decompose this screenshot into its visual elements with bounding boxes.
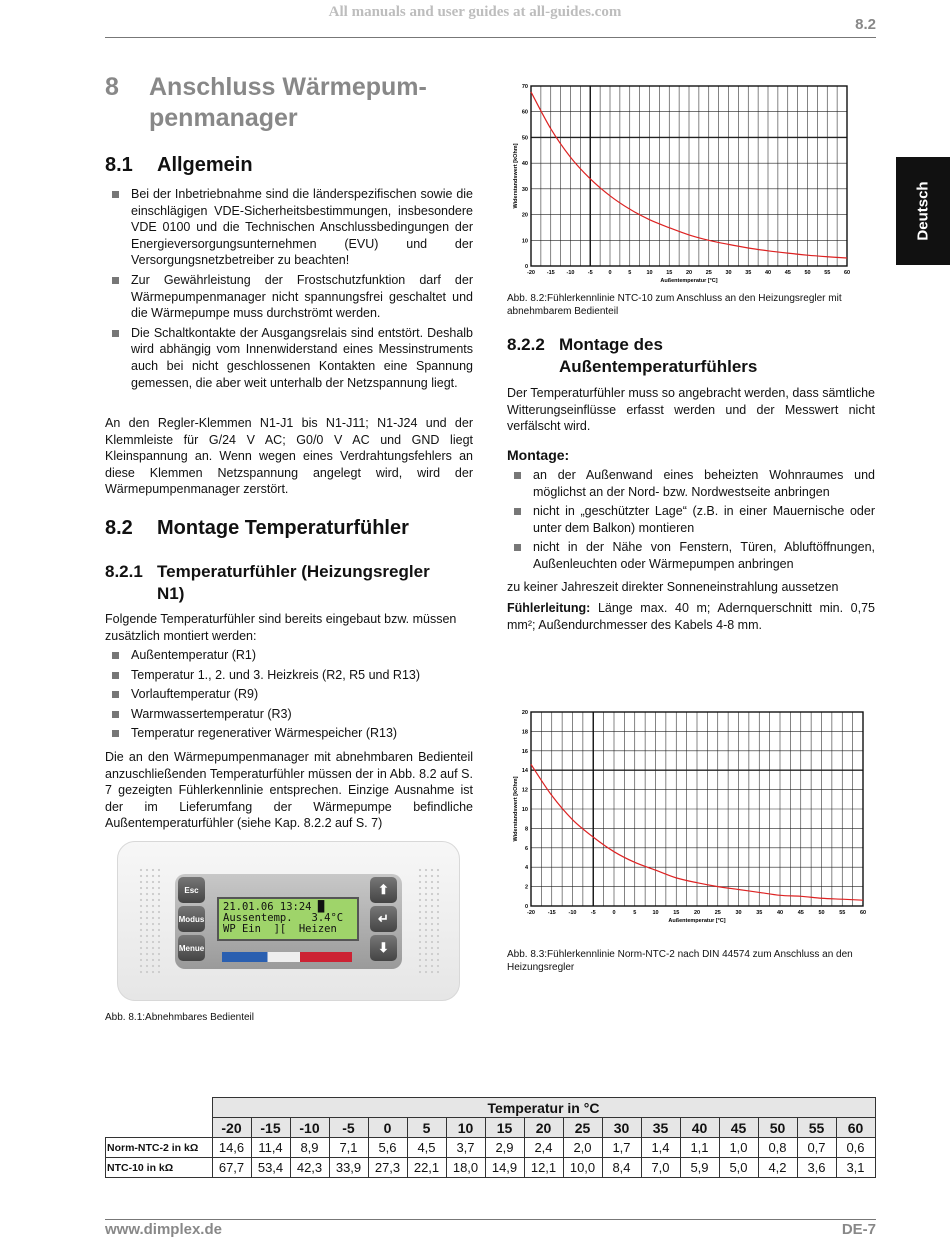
menue-button: Menue [178, 935, 205, 961]
table-cell: 18,0 [446, 1158, 485, 1178]
enter-icon: ↵ [370, 906, 397, 932]
x-tick-label: 60 [859, 910, 867, 916]
section-8-2-2-title [507, 334, 875, 378]
x-tick-label: 0 [608, 270, 612, 276]
y-tick-label: 12 [521, 787, 528, 794]
temperature-header-cell: 55 [797, 1118, 836, 1138]
table-cell: 0,8 [758, 1138, 797, 1158]
y-tick-label: 70 [521, 84, 528, 90]
y-tick-label: 20 [521, 212, 528, 219]
cable-text: Länge max. 40 m; Adernquerschnitt min. 0,75 mm²; Außendurchmesser des Kabels 4-8 mm. [507, 601, 875, 632]
cable-paragraph [507, 600, 875, 633]
x-tick-label: 35 [745, 270, 752, 276]
table-cell: 4,2 [758, 1158, 797, 1178]
sensor-characteristic-paragraph: Die an den Wärmepumpenmanager mit abnehmbaren Bedienteil anzuschließenden Temperaturfühler müssen der in Abb. 8.2 auf S. 7 gezeigten Fühlerkennlinie entsprechen. Einzige Ausnahme ist der im Lieferumfang der Wärmepumpe befindliche Außentemperaturfühler (siehe Kap. 8.2.2 auf S. 7) [105, 750, 473, 831]
list-item: nicht in der Nähe von Fenstern, Türen, Abluftöffnungen, Außenleuchten oder Wärmepumpen anbringen [507, 539, 875, 572]
table-cell: 2,4 [524, 1138, 563, 1158]
table-cell: 33,9 [329, 1158, 368, 1178]
x-tick-label: 40 [764, 270, 772, 276]
header-rule [105, 37, 876, 38]
cable-label: Fühlerleitung: [507, 601, 591, 615]
table-cell: 1,4 [641, 1138, 680, 1158]
lcd-line-2: Aussentemp. 3.4°C [223, 912, 344, 924]
figure-8-2-caption: Abb. 8.2:Fühlerkennlinie NTC-10 zum Anschluss an den Heizungsregler mit abnehmbarem Bedienteil [507, 293, 842, 317]
table-cell: 5,6 [368, 1138, 407, 1158]
section-title-line2: Außentemperaturfühlers [559, 357, 758, 376]
language-tab-label: Deutsch [914, 181, 932, 241]
footer-rule [105, 1219, 876, 1220]
panel-color-stripe [222, 952, 352, 962]
list-item: an der Außenwand eines beheizten Wohnraumes und möglichst an der Nord- bzw. Nordwestseite anbringen [507, 467, 875, 500]
table-cell: 8,9 [290, 1138, 329, 1158]
table-group-header: Temperatur in °C [212, 1098, 875, 1118]
x-axis-label: Außentemperatur [°C] [660, 278, 718, 284]
y-tick-label: 0 [524, 904, 528, 910]
temperature-header-cell: 25 [563, 1118, 602, 1138]
section-8-1-title [105, 153, 473, 178]
x-tick-label: -15 [546, 270, 555, 276]
temperature-header-cell: 40 [680, 1118, 719, 1138]
general-bullet-list [105, 186, 473, 394]
chapter-title-line2: penmanager [149, 104, 298, 132]
x-tick-label: -5 [590, 910, 596, 916]
table-cell: 7,0 [641, 1158, 680, 1178]
y-axis-label: Widerstandswert [kOhm] [513, 143, 519, 209]
temperature-header-cell: 60 [836, 1118, 875, 1138]
table-cell: 53,4 [251, 1158, 290, 1178]
y-tick-label: 8 [524, 826, 528, 833]
table-header-row [106, 1098, 876, 1118]
x-tick-label: -20 [527, 910, 535, 916]
table-cell: 10,0 [563, 1158, 602, 1178]
x-tick-label: 35 [756, 910, 763, 916]
section-8-2-title [105, 516, 473, 541]
temperature-header-cell: -20 [212, 1118, 251, 1138]
table-cell: 11,4 [251, 1138, 290, 1158]
table-cell: 0,6 [836, 1138, 875, 1158]
montage-heading: Montage: [507, 447, 570, 463]
list-item: nicht in „geschützter Lage“ (z.B. in einer Mauernische oder unter dem Balkon) montieren [507, 503, 875, 536]
temperature-header-cell: 10 [446, 1118, 485, 1138]
section-8-2-1-title [105, 561, 473, 605]
table-cell: 1,7 [602, 1138, 641, 1158]
section-title-text: Montage Temperaturfühler [157, 517, 409, 539]
ntc10-chart [507, 80, 867, 284]
y-axis-label: Widerstandswert [kOhm] [513, 776, 519, 842]
watermark: All manuals and user guides at all-guides.com [328, 4, 622, 20]
table-row [106, 1158, 876, 1178]
control-panel-image [117, 841, 460, 1001]
section-number: 8.1 [105, 154, 133, 176]
speaker-dots-right [417, 867, 439, 975]
x-tick-label: 5 [633, 910, 637, 916]
list-item: Vorlauftemperatur (R9) [105, 686, 473, 703]
section-title-line1: Temperaturfühler (Heizungsregler [157, 562, 430, 581]
x-tick-label: 5 [628, 270, 632, 276]
y-tick-label: 10 [521, 238, 528, 245]
section-title-text: Allgemein [157, 154, 253, 176]
table-temperature-row [106, 1118, 876, 1138]
table-cell: 3,7 [446, 1138, 485, 1158]
y-tick-label: 18 [521, 729, 528, 736]
footer-url[interactable]: www.dimplex.de [105, 1221, 222, 1238]
list-item: Temperatur 1., 2. und 3. Heizkreis (R2, R5 und R13) [105, 667, 473, 684]
x-tick-label: -20 [527, 270, 535, 276]
y-tick-label: 20 [521, 710, 528, 716]
sensor-list [105, 647, 473, 745]
x-tick-label: 0 [612, 910, 616, 916]
x-tick-label: 10 [646, 270, 653, 276]
row-label: Norm-NTC-2 in kΩ [106, 1138, 213, 1158]
temperature-header-cell: 50 [758, 1118, 797, 1138]
x-tick-label: 40 [776, 910, 784, 916]
x-tick-label: 30 [735, 910, 742, 916]
speaker-dots-left [138, 867, 160, 975]
x-tick-label: -10 [568, 910, 577, 916]
x-tick-label: 30 [725, 270, 732, 276]
table-cell: 67,7 [212, 1158, 251, 1178]
table-cell: 12,1 [524, 1158, 563, 1178]
temperature-header-cell: 30 [602, 1118, 641, 1138]
y-tick-label: 10 [521, 807, 528, 813]
table-cell: 14,9 [485, 1158, 524, 1178]
table-row [106, 1138, 876, 1158]
y-tick-label: 60 [521, 109, 528, 116]
x-tick-label: -15 [547, 910, 556, 916]
table-cell: 1,1 [680, 1138, 719, 1158]
lcd-line-1: 21.01.06 13:24 █ [223, 901, 325, 913]
arrow-down-icon: ⬇ [370, 935, 397, 961]
table-cell: 7,1 [329, 1138, 368, 1158]
table-cell: 2,0 [563, 1138, 602, 1158]
table-cell: 2,9 [485, 1138, 524, 1158]
x-tick-label: 45 [784, 270, 791, 276]
x-axis-label: Außentemperatur [°C] [668, 918, 726, 924]
y-tick-label: 6 [524, 845, 528, 852]
y-tick-label: 0 [524, 264, 528, 270]
resistance-table [105, 1097, 876, 1178]
low-voltage-paragraph: An den Regler-Klemmen N1-J1 bis N1-J11; N1-J24 und der Klemmleiste für G/24 V AC; G0/0 V AC und GND liegt Kleinspannung an. Wenn wegen eines Verdrahtungsfehlers an diese Klemmen Netzspannung angelegt wird, wird der Wärmepumpenmanager zerstört. [105, 416, 473, 497]
header-section-number: 8.2 [855, 16, 876, 33]
x-tick-label: 55 [824, 270, 831, 276]
temperature-header-cell: 15 [485, 1118, 524, 1138]
section-title-line2: N1) [157, 584, 185, 603]
list-item: Außentemperatur (R1) [105, 647, 473, 664]
y-tick-label: 50 [521, 135, 528, 142]
x-tick-label: 15 [666, 270, 673, 276]
section-number: 8.2.2 [507, 335, 545, 354]
temperature-header-cell: 35 [641, 1118, 680, 1138]
list-item: Temperatur regenerativer Wärmespeicher (R13) [105, 725, 473, 742]
x-tick-label: 45 [797, 910, 804, 916]
table-corner [106, 1098, 213, 1118]
x-tick-label: 60 [843, 270, 851, 276]
section-number: 8.2 [105, 517, 133, 539]
table-cell: 0,7 [797, 1138, 836, 1158]
y-tick-label: 30 [521, 186, 528, 193]
table-cell: 3,6 [797, 1158, 836, 1178]
section-title-line1: Montage des [559, 335, 663, 354]
section-number: 8.2.1 [105, 562, 143, 581]
lcd-screen [217, 897, 359, 941]
table-cell: 22,1 [407, 1158, 446, 1178]
outdoor-sensor-paragraph: Der Temperaturfühler muss so angebracht werden, dass sämtliche Witterungseinflüsse erfasst werden und der Messwert nicht verfälscht wird. [507, 386, 875, 434]
sensor-intro: Folgende Temperaturfühler sind bereits eingebaut bzw. müssen zusätzlich montiert werden: [105, 612, 457, 643]
modus-button: Modus [178, 906, 205, 932]
temperature-header-cell: -15 [251, 1118, 290, 1138]
y-tick-label: 16 [521, 748, 528, 755]
x-tick-label: 25 [705, 270, 712, 276]
table-cell: 8,4 [602, 1158, 641, 1178]
x-tick-label: -10 [566, 270, 575, 276]
x-tick-label: -5 [587, 270, 593, 276]
temperature-header-cell: 20 [524, 1118, 563, 1138]
language-tab [896, 157, 950, 265]
lcd-line-3: WP Ein ][ Heizen [223, 923, 337, 935]
y-tick-label: 40 [521, 161, 528, 168]
table-cell: 27,3 [368, 1158, 407, 1178]
x-tick-label: 15 [673, 910, 680, 916]
arrow-up-icon: ⬆ [370, 877, 397, 903]
temperature-header-cell: -10 [290, 1118, 329, 1138]
x-tick-label: 20 [693, 910, 701, 916]
list-item: Bei der Inbetriebnahme sind die länderspezifischen sowie die einschlägigen VDE-Sicherheitsbestimmungen, insbesondere VDE 0100 und die Technischen Anschlussbedingungen der Energieversorgungsunternehmen (EVU) und der Versorgungsnetzbetreiber zu beachten! [105, 186, 473, 269]
list-item: Warmwassertemperatur (R3) [105, 706, 473, 723]
y-tick-label: 4 [524, 865, 528, 872]
x-tick-label: 20 [685, 270, 693, 276]
sun-exposure-note: zu keiner Jahreszeit direkter Sonneneinstrahlung aussetzen [507, 580, 839, 594]
esc-button: Esc [178, 877, 205, 903]
list-item: Zur Gewährleistung der Frostschutzfunktion darf der Wärmepumpenmanager nicht spannungsfrei geschaltet und die Wärmepumpe muss durchströmt werden. [105, 272, 473, 322]
x-tick-label: 25 [714, 910, 721, 916]
table-cell: 5,0 [719, 1158, 758, 1178]
table-cell: 5,9 [680, 1158, 719, 1178]
chapter-title-line1: Anschluss Wärmepum- [149, 73, 427, 101]
x-tick-label: 50 [818, 910, 825, 916]
chapter-number: 8 [105, 73, 119, 101]
figure-8-1-caption: Abb. 8.1:Abnehmbares Bedienteil [105, 1012, 254, 1023]
footer-page-number: DE-7 [841, 1221, 876, 1238]
list-item: Die Schaltkontakte der Ausgangsrelais sind entstört. Deshalb wird abhängig vom Innenwiderstand eines Messinstruments auch bei nicht geschlossenen Kontakten eine Spannung gemessen, die aber weit unterhalb der Netzspannung liegt. [105, 325, 473, 391]
figure-8-3-caption: Abb. 8.3:Fühlerkennlinie Norm-NTC-2 nach DIN 44574 zum Anschluss an den Heizungsregler [507, 949, 853, 973]
y-tick-label: 14 [521, 768, 528, 775]
table-cell: 3,1 [836, 1158, 875, 1178]
table-cell: 4,5 [407, 1138, 446, 1158]
montage-list [507, 467, 875, 576]
x-tick-label: 10 [652, 910, 659, 916]
ntc2-chart [507, 706, 867, 924]
table-cell: 42,3 [290, 1158, 329, 1178]
temperature-header-cell: -5 [329, 1118, 368, 1138]
table-cell: 1,0 [719, 1138, 758, 1158]
temperature-header-cell: 45 [719, 1118, 758, 1138]
temperature-header-cell: 5 [407, 1118, 446, 1138]
chapter-title [105, 72, 473, 134]
row-label: NTC-10 in kΩ [106, 1158, 213, 1178]
y-tick-label: 2 [524, 884, 528, 891]
temperature-header-cell: 0 [368, 1118, 407, 1138]
table-cell: 14,6 [212, 1138, 251, 1158]
x-tick-label: 55 [839, 910, 846, 916]
table-corner [106, 1118, 213, 1138]
x-tick-label: 50 [804, 270, 811, 276]
